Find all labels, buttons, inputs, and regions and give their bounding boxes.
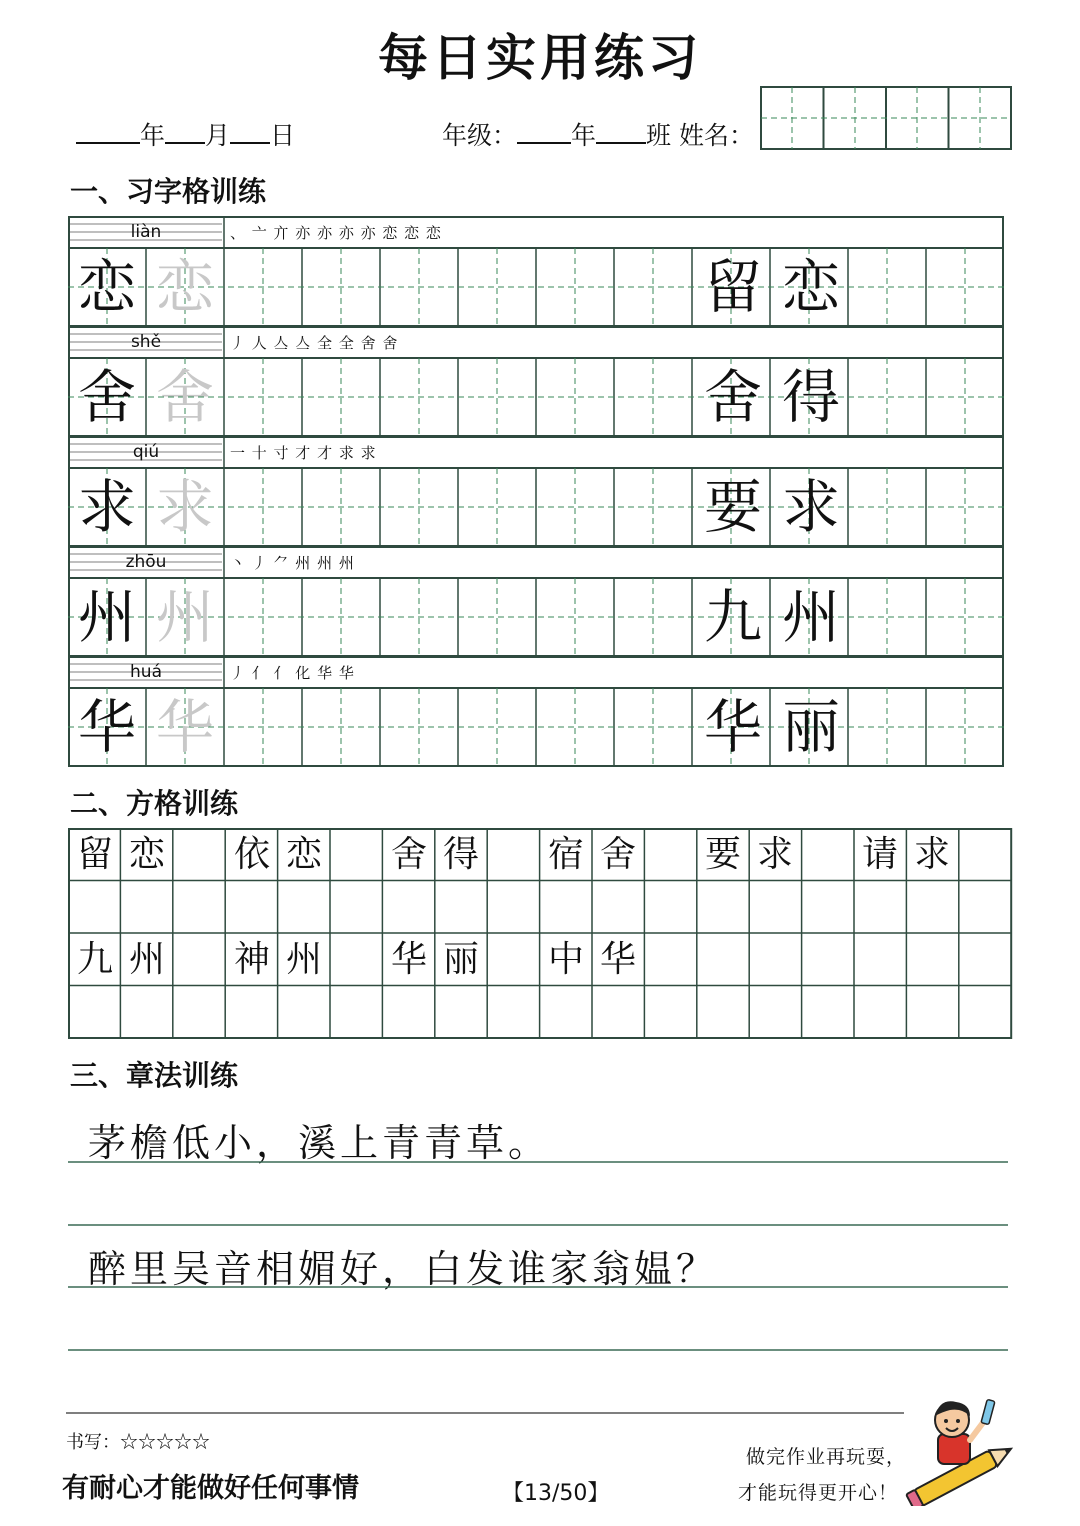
model-char: 州: [77, 583, 136, 651]
grid-char: 恋: [128, 834, 165, 875]
rating-label[interactable]: 书写：☆☆☆☆☆: [66, 1432, 210, 1453]
pinyin-label: liàn: [130, 222, 162, 242]
name-label: 姓名：: [679, 121, 755, 150]
model-char: 华: [77, 693, 136, 761]
month-blank[interactable]: [165, 120, 205, 144]
word-char: 求: [781, 473, 840, 541]
word-char: 丽: [781, 693, 840, 761]
trace-char: 恋: [155, 253, 214, 321]
grid-char: 舍: [390, 834, 427, 875]
word-char: 要: [703, 473, 762, 541]
grid-char: 求: [913, 834, 950, 875]
grid-char: 丽: [442, 939, 479, 980]
trace-char: 华: [155, 693, 214, 761]
stroke-order: 丿 亻 亻 化 华 华: [230, 664, 355, 682]
boy-pencil-icon: [900, 1394, 1024, 1506]
grid-char: 州: [285, 939, 322, 980]
class-label: 班: [646, 121, 672, 150]
grid-char: 华: [599, 939, 636, 980]
word-char: 州: [781, 583, 840, 651]
month-label: 月: [205, 121, 231, 150]
grid-char: 神: [233, 939, 270, 980]
page-title: 每日实用练习: [378, 29, 702, 87]
grid-char: 求: [756, 834, 793, 875]
section-1-heading: 一、习字格训练: [70, 175, 267, 208]
page-number: 【13/50】: [502, 1481, 610, 1506]
stroke-order: 一 十 寸 才 才 求 求: [230, 444, 377, 462]
word-char: 恋: [781, 253, 840, 321]
grade-label: 年级：: [442, 121, 518, 150]
section-3-heading: 三、章法训练: [70, 1059, 239, 1092]
sentence-line: 茅檐低小，溪上青青草。: [88, 1121, 551, 1165]
model-char: 舍: [77, 363, 136, 431]
grade-line: [442, 116, 754, 152]
stroke-order: 丿 人 亼 亼 全 全 舍 舍: [230, 334, 399, 352]
grid-char: 九: [76, 939, 113, 980]
word-char: 九: [703, 583, 762, 651]
trace-char: 舍: [155, 363, 214, 431]
motto: 有耐心才能做好任何事情: [62, 1473, 359, 1504]
grade-year-label: 年: [571, 121, 597, 150]
pinyin-label: qiú: [132, 442, 160, 462]
word-char: 得: [781, 363, 840, 431]
day-label: 日: [270, 121, 296, 150]
grid-char: 恋: [285, 834, 322, 875]
grid-char: 舍: [599, 834, 636, 875]
trace-char: 州: [155, 583, 214, 651]
name-grid[interactable]: [760, 86, 1014, 152]
practice-area: [68, 216, 1008, 768]
square-grid-area: [68, 828, 1014, 1040]
model-char: 恋: [77, 253, 136, 321]
year-blank[interactable]: [76, 120, 140, 144]
class-blank[interactable]: [596, 120, 646, 144]
slogan-line-2: 才能玩得更开心！: [738, 1482, 899, 1504]
year-label: 年: [140, 121, 166, 150]
stroke-order: 、 亠 亣 亦 亦 亦 亦 恋 恋 恋: [230, 224, 442, 242]
pinyin-label: zhōu: [125, 552, 167, 572]
grid-char: 得: [442, 834, 479, 875]
grid-char: 请: [861, 834, 898, 875]
pinyin-label: shě: [130, 332, 162, 352]
grid-char: 留: [76, 834, 113, 875]
word-char: 华: [703, 693, 762, 761]
grid-char: 依: [233, 834, 270, 875]
pinyin-label: huá: [130, 662, 162, 682]
model-char: 求: [77, 473, 136, 541]
grid-char: 华: [390, 939, 427, 980]
grid-char: 中: [547, 939, 584, 980]
section-2-heading: 二、方格训练: [70, 787, 239, 820]
grid-char: 州: [128, 939, 165, 980]
footer-divider: [66, 1410, 906, 1416]
sentence-line: 醉里吴音相媚好，白发谁家翁媪？: [88, 1247, 719, 1291]
grade-blank[interactable]: [517, 120, 571, 144]
trace-char: 求: [155, 473, 214, 541]
slogan-line-1: 做完作业再玩耍，: [746, 1446, 907, 1468]
word-char: 留: [703, 253, 762, 321]
day-blank[interactable]: [230, 120, 270, 144]
word-char: 舍: [703, 363, 762, 431]
stroke-order: 丶 丿 ⺈ 州 州 州: [230, 554, 355, 572]
grid-char: 要: [704, 834, 741, 875]
date-line: [76, 116, 295, 152]
writing-lines[interactable]: [68, 1160, 1010, 1354]
grid-char: 宿: [547, 834, 584, 875]
